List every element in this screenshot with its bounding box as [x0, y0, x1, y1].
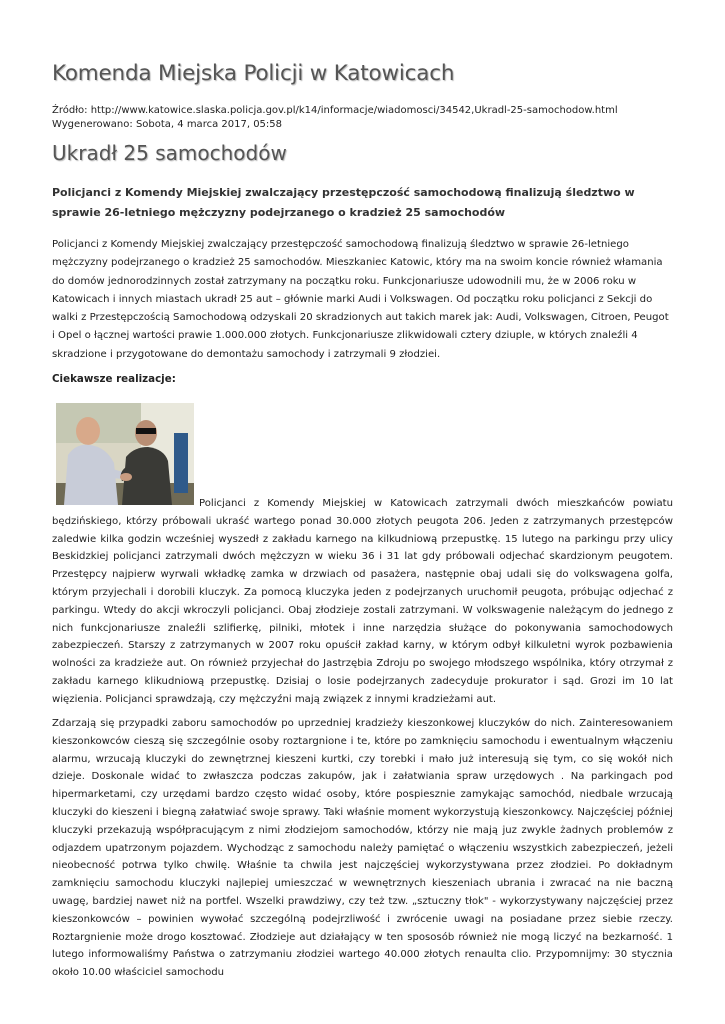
article-title: Ukradł 25 samochodów: [52, 141, 287, 165]
article-paragraph-1: Policjanci z Komendy Miejskiej zwalczający przestępczość samochodową finalizują śledztwo w sprawie 26-letniego mężczyzny podejrzanego o kradzież 25 samochodów. Mieszkaniec Katowic, który ma na swoim koncie również włamania do domów jednorodzinnych został zatrzymany na początku roku. Funkcjonariusze udowodnili mu, że w 2006 roku w Katowicach i innych miastach ukradł 25 aut – głównie marki Audi i Volkswagen. Od początku roku policjanci z Sekcji do walki z Przestępczością Samochodową odzyskali 20 skradzionych aut takich marek jak: Audi, Volkswagen, Citroen, Peugot i Opel o łącznej wartości prawie 1.000.000 złotych. Funkcjonariusze zlikwidowali cztery dziuple, w których znaleźli 4 skradzione i przygotowane do demontażu samochody i zatrzymali 9 złodziei.: [52, 239, 669, 360]
article-paragraph-2-text: Policjanci z Komendy Miejskiej w Katowicach zatrzymali dwóch mieszkańców powiatu będzińskiego, którzy próbowali ukraść wartego ponad 30.000 złotych peugota 206. Jeden z zatrzymanych przestępców zaledwie kilka godzin wcześniej wyszedł z zakładu karnego na kilkudniową przepustkę. 15 lutego na parkingu przy ulicy Beskidzkiej policjanci zatrzymali dwóch mężczyzn w wieku 36 i 31 lat gdy próbowali odjechać skardzionym peugotem. Przestępcy najpierw wyrwali wkładkę zamka w drzwiach od pasażera, następnie obaj udali się do volkswagena golfa, którym przyjechali i dorobili kluczyk. Za pomocą kluczyka jeden z podejrzanych uruchomił peugota, próbując odjechać z parkingu. Wtedy do akcji wkroczyli policjanci. Obaj złodzieje zostali zatrzymani. W volkswagenie należącym do jednego z nich funkcjonariusze znaleźli szlifierkę, pilniki, młotek i inne narzędzia służące do pokonywania samochodowych zabezpieczeń. Starszy z zatrzymanych w 2007 roku opuścił zakład karny, w którym odbył kilkuletni wyrok pozbawienia wolności za kradzieże aut. On również przyjechał do Jastrzębia Zdroju po swojego młodszego wspólnika, który otrzymał z zakładu karnego klikudniową przepustkę. Dzisiaj o losie podejrzanych zadecyduje prokurator i sąd. Grozi im 10 lat więzienia. Policjanci sprawdzają, czy mężczyźni mają związek z innymi kradzieżami aut.: [52, 498, 673, 705]
section-subheading: Ciekawsze realizacje:: [52, 373, 176, 385]
article-paragraph-2: [52, 495, 673, 709]
article-photo: [56, 403, 194, 505]
document-meta: [52, 104, 618, 132]
article-paragraph-3: Zdarzają się przypadki zaboru samochodów po uprzedniej kradzieży kieszonkowej kluczyków do nich. Zainteresowaniem kieszonkowców cieszą się szczególnie osoby roztargnione i te, które po zamknięciu samochodu i ewentualnym włączeniu alarmu, wrzucają kluczyki do zewnętrznej kieszeni kurtki, czy torebki i mało już interesują się tym, co się wokół nich dzieje. Doskonale widać to zwłaszcza podczas zakupów, jak i załatwiania spraw urzędowych . Na parkingach pod hipermarketami, czy urzędami bardzo często widać osoby, które pospiesznie zamykając samochód, niedbale wrzucają kluczyki do kieszeni i biegną załatwiać swoje sprawy. Taki właśnie moment wykorzystują kieszonkowcy. Najczęściej później kluczyki przekazują współpracującym z nimi złodziejom samochodów, którzy nie mają juz zwykle żadnych problemów z odjazdem upatrzonym pojazdem. Wychodząc z samochodu należy pamiętać o włączeniu wszystkich zabezpieczeń, jeżeli nieobecność potrwa tylko chwilę. Właśnie ta chwila jest najczęściej wykorzystywana przez złodziei. Po dokładnym zamknięciu samochodu kluczyki najlepiej umieszczać w wewnętrznych kieszeniach ubrania i zwracać na nie baczną uwagę, bardziej nawet niż na portfel. Wszelki prawdziwy, czy też tzw. „sztuczny tłok" - wykorzystywany najczęściej przez kieszonkowców – powinien wywołać szczególną podejrzliwość i zwrócenie uwagi na posiadane przez siebie rzeczy. Roztargnienie może drogo kosztować. Złodzieje aut działający w ten spososób również nie mogą liczyć na bezkarność. 1 lutego informowaliśmy Państwa o zatrzymaniu złodziei wartego 40.000 złotych renaulta clio. Przypomnijmy: 30 stycznia około 10.00 właściciel samochodu: [52, 718, 673, 979]
article-lead: Policjanci z Komendy Miejskiej zwalczający przestępczość samochodową finalizują śledztwo w sprawie 26-letniego mężczyzny podejrzanego o kradzież 25 samochodów: [52, 186, 635, 219]
site-title: Komenda Miejska Policji w Katowicach: [52, 61, 455, 86]
source-url: Źródło: http://www.katowice.slaska.policja.gov.pl/k14/informacje/wiadomosci/34542,Ukradl-25-samochodow.html: [52, 105, 618, 116]
generated-date: Wygenerowano: Sobota, 4 marca 2017, 05:58: [52, 119, 283, 130]
